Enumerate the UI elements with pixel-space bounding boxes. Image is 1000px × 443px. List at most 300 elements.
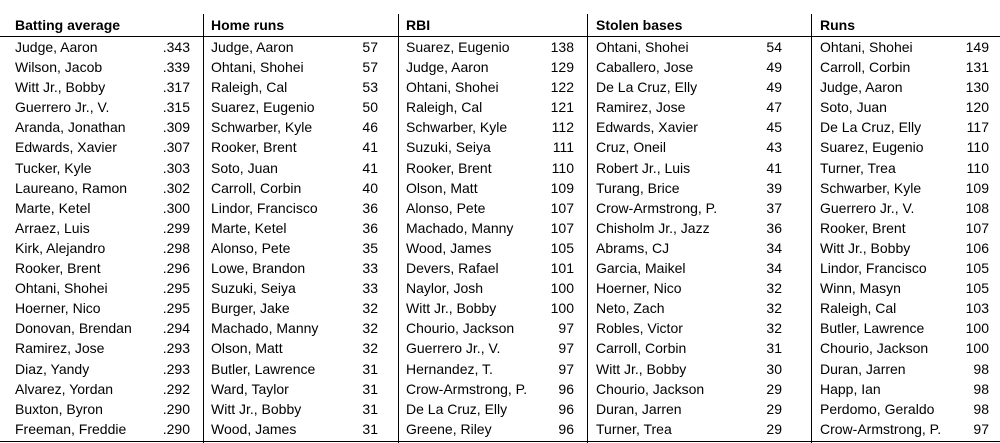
stat-value: 31 xyxy=(362,400,378,417)
player-name: Butler, Lawrence xyxy=(211,360,316,377)
table-row xyxy=(596,258,782,278)
stat-value: 100 xyxy=(965,340,989,357)
table-row xyxy=(596,97,782,117)
column-title: Home runs xyxy=(211,17,285,33)
player-name: Robert Jr., Luis xyxy=(596,159,691,176)
player-name: Freeman, Freddie xyxy=(15,420,127,437)
stat-value: 31 xyxy=(362,380,378,397)
column-title: Stolen bases xyxy=(596,17,683,33)
player-name: Witt Jr., Bobby xyxy=(211,400,302,417)
table-row xyxy=(211,137,378,157)
stat-value: 120 xyxy=(965,99,989,116)
player-name: Devers, Rafael xyxy=(406,260,499,277)
column-home-runs xyxy=(211,0,378,443)
table-row xyxy=(596,419,782,439)
table-row xyxy=(406,238,574,258)
stat-value: .300 xyxy=(162,199,190,216)
player-name: Aranda, Jonathan xyxy=(15,119,126,136)
stat-value: .294 xyxy=(162,320,190,337)
player-name: Hoerner, Nico xyxy=(15,300,101,317)
player-name: Rooker, Brent xyxy=(820,219,906,236)
table-row xyxy=(15,399,190,419)
table-row xyxy=(211,238,378,258)
table-row xyxy=(406,178,574,198)
player-name: Chourio, Jackson xyxy=(820,340,929,357)
stat-value: 107 xyxy=(550,219,574,236)
player-name: Donovan, Brendan xyxy=(15,320,132,337)
table-row xyxy=(820,137,989,157)
stat-value: 103 xyxy=(965,300,989,317)
table-row xyxy=(211,97,378,117)
stat-value: 31 xyxy=(362,360,378,377)
stat-value: 109 xyxy=(965,179,989,196)
player-name: Chourio, Jackson xyxy=(596,380,705,397)
player-name: Marte, Ketel xyxy=(15,199,91,216)
player-name: Suarez, Eugenio xyxy=(406,39,510,55)
stat-value: 37 xyxy=(766,199,782,216)
table-row xyxy=(596,158,782,178)
table-row xyxy=(406,258,574,278)
player-name: Laureano, Ramon xyxy=(15,179,128,196)
player-name: Wood, James xyxy=(406,239,492,256)
table-row xyxy=(820,318,989,338)
stat-value: 97 xyxy=(558,340,574,357)
player-name: Judge, Aaron xyxy=(15,39,98,55)
player-name: Burger, Jake xyxy=(211,300,290,317)
table-row xyxy=(596,338,782,358)
table-row xyxy=(596,178,782,198)
stat-value: .293 xyxy=(162,360,190,377)
stat-value: 41 xyxy=(766,159,782,176)
column-runs xyxy=(820,0,989,443)
table-row xyxy=(820,298,989,318)
player-name: Machado, Manny xyxy=(406,219,514,236)
stat-value: 149 xyxy=(965,39,989,55)
table-row xyxy=(211,198,378,218)
column-divider xyxy=(203,14,204,443)
stat-value: 117 xyxy=(966,119,989,136)
table-row xyxy=(406,37,574,57)
stat-value: 34 xyxy=(766,239,782,256)
stat-value: 100 xyxy=(965,320,989,337)
table-row xyxy=(211,419,378,439)
stat-value: 130 xyxy=(965,79,989,96)
table-row xyxy=(820,278,989,298)
player-name: Machado, Manny xyxy=(211,320,319,337)
table-row xyxy=(820,178,989,198)
table-row xyxy=(820,258,989,278)
player-name: Alonso, Pete xyxy=(211,239,291,256)
table-row xyxy=(211,258,378,278)
stat-value: 57 xyxy=(362,59,378,76)
player-name: Witt Jr., Bobby xyxy=(406,300,497,317)
table-row xyxy=(15,258,190,278)
table-row xyxy=(406,97,574,117)
column-divider xyxy=(811,14,812,443)
stat-value: 30 xyxy=(766,360,782,377)
stat-value: 129 xyxy=(550,59,574,76)
table-row xyxy=(406,298,574,318)
table-row xyxy=(406,218,574,238)
player-name: Raleigh, Cal xyxy=(820,300,897,317)
stat-value: 138 xyxy=(550,39,574,55)
stat-value: 47 xyxy=(766,99,782,116)
stat-value: 107 xyxy=(965,219,989,236)
player-name: Turang, Brice xyxy=(596,179,680,196)
stat-value: 33 xyxy=(362,260,378,277)
player-name: Olson, Matt xyxy=(406,179,478,196)
table-row xyxy=(15,238,190,258)
stat-value: 105 xyxy=(550,239,574,256)
stat-value: 32 xyxy=(766,300,782,317)
player-name: Judge, Aaron xyxy=(211,39,294,55)
table-row xyxy=(15,37,190,57)
stat-value: 131 xyxy=(965,59,989,76)
stat-value: .290 xyxy=(162,400,190,417)
stat-value: 41 xyxy=(362,159,378,176)
table-row xyxy=(596,137,782,157)
table-row xyxy=(596,77,782,97)
table-row xyxy=(15,379,190,399)
table-row xyxy=(406,359,574,379)
player-name: Naylor, Josh xyxy=(406,280,484,297)
column-batting-average xyxy=(15,0,190,443)
table-row xyxy=(15,359,190,379)
table-row xyxy=(406,278,574,298)
stat-value: 29 xyxy=(766,400,782,417)
player-name: Ward, Taylor xyxy=(211,380,289,397)
stat-value: 105 xyxy=(965,260,989,277)
player-name: Guerrero Jr., V. xyxy=(15,99,110,116)
table-row xyxy=(15,318,190,338)
table-row xyxy=(211,117,378,137)
stat-value: 97 xyxy=(973,420,989,437)
stat-value: 43 xyxy=(766,139,782,156)
stat-value: 101 xyxy=(550,260,574,277)
table-row xyxy=(211,399,378,419)
bottom-border xyxy=(0,441,1000,442)
table-row xyxy=(596,218,782,238)
stat-value: 35 xyxy=(362,239,378,256)
stat-value: 36 xyxy=(362,199,378,216)
table-row xyxy=(596,359,782,379)
leader-list xyxy=(15,37,190,439)
stat-value: 49 xyxy=(766,59,782,76)
table-row xyxy=(820,57,989,77)
table-row xyxy=(596,57,782,77)
stat-value: 31 xyxy=(766,340,782,357)
stat-value: 106 xyxy=(965,239,989,256)
player-name: Ohtani, Shohei xyxy=(15,280,108,297)
player-name: Raleigh, Cal xyxy=(406,99,483,116)
table-row xyxy=(820,198,989,218)
stat-value: 32 xyxy=(766,280,782,297)
stat-value: 32 xyxy=(362,340,378,357)
player-name: Caballero, Jose xyxy=(596,59,694,76)
player-name: Rooker, Brent xyxy=(15,260,101,277)
player-name: Winn, Masyn xyxy=(820,280,901,297)
table-row xyxy=(820,379,989,399)
stat-value: 107 xyxy=(550,199,574,216)
table-row xyxy=(406,338,574,358)
player-name: Duran, Jarren xyxy=(596,400,682,417)
table-row xyxy=(596,298,782,318)
player-name: Turner, Trea xyxy=(820,159,896,176)
stat-value: 98 xyxy=(973,400,989,417)
table-row xyxy=(211,278,378,298)
stat-value: 121 xyxy=(550,99,574,116)
stat-value: 122 xyxy=(550,79,574,96)
player-name: Guerrero Jr., V. xyxy=(406,340,501,357)
player-name: Buxton, Byron xyxy=(15,400,103,417)
player-name: Suzuki, Seiya xyxy=(406,139,491,156)
player-name: Judge, Aaron xyxy=(406,59,489,76)
stat-value: 32 xyxy=(766,320,782,337)
stat-value: 46 xyxy=(362,119,378,136)
player-name: Ohtani, Shohei xyxy=(820,39,913,55)
stat-value: 41 xyxy=(362,139,378,156)
player-name: Duran, Jarren xyxy=(820,360,906,377)
player-name: Garcia, Maikel xyxy=(596,260,686,277)
player-name: Soto, Juan xyxy=(211,159,278,176)
player-name: Lowe, Brandon xyxy=(211,260,306,277)
player-name: Perdomo, Geraldo xyxy=(820,400,935,417)
column-title: RBI xyxy=(406,17,431,33)
player-name: De La Cruz, Elly xyxy=(820,119,922,136)
table-row xyxy=(211,218,378,238)
table-row xyxy=(406,379,574,399)
player-name: Soto, Juan xyxy=(820,99,887,116)
table-row xyxy=(596,198,782,218)
table-row xyxy=(211,379,378,399)
table-row xyxy=(596,37,782,57)
stat-value: 29 xyxy=(766,380,782,397)
stat-value: 34 xyxy=(766,260,782,277)
column-stolen-bases xyxy=(596,0,782,443)
column-divider xyxy=(398,14,399,443)
stat-value: 110 xyxy=(966,139,989,156)
stat-value: .298 xyxy=(162,239,190,256)
player-name: Schwarber, Kyle xyxy=(406,119,508,136)
table-row xyxy=(596,238,782,258)
stat-value: 57 xyxy=(362,39,378,55)
table-row xyxy=(15,278,190,298)
player-name: Abrams, CJ xyxy=(596,239,670,256)
table-row xyxy=(820,359,989,379)
player-name: Chisholm Jr., Jazz xyxy=(596,219,710,236)
player-name: Guerrero Jr., V. xyxy=(820,199,915,216)
table-row xyxy=(820,419,989,439)
table-row xyxy=(15,178,190,198)
player-name: Schwarber, Kyle xyxy=(211,119,313,136)
leader-list xyxy=(820,37,989,439)
player-name: Hoerner, Nico xyxy=(596,280,682,297)
stat-value: 45 xyxy=(766,119,782,136)
table-row xyxy=(820,399,989,419)
stat-value: 100 xyxy=(550,280,574,297)
table-row xyxy=(596,117,782,137)
table-row xyxy=(820,218,989,238)
table-row xyxy=(211,158,378,178)
stat-value: 105 xyxy=(965,280,989,297)
player-name: Hernandez, T. xyxy=(406,360,493,377)
stat-value: 96 xyxy=(558,380,574,397)
player-name: Suarez, Eugenio xyxy=(820,139,924,156)
player-name: Suzuki, Seiya xyxy=(211,280,296,297)
column-title: Batting average xyxy=(15,17,121,33)
table-row xyxy=(15,97,190,117)
player-name: Edwards, Xavier xyxy=(15,139,117,156)
table-row xyxy=(15,419,190,439)
table-row xyxy=(406,137,574,157)
player-name: Lindor, Francisco xyxy=(820,260,927,277)
table-row xyxy=(15,158,190,178)
stat-value: 112 xyxy=(551,119,574,136)
player-name: Carroll, Corbin xyxy=(596,340,687,357)
stat-value: 36 xyxy=(362,219,378,236)
table-row xyxy=(820,37,989,57)
stat-value: 97 xyxy=(558,320,574,337)
player-name: Edwards, Xavier xyxy=(596,119,698,136)
stat-value: .307 xyxy=(162,139,190,156)
stat-value: 50 xyxy=(362,99,378,116)
table-row xyxy=(15,57,190,77)
table-row xyxy=(15,298,190,318)
stat-value: 97 xyxy=(558,360,574,377)
table-row xyxy=(15,137,190,157)
table-row xyxy=(211,359,378,379)
table-row xyxy=(820,238,989,258)
table-row xyxy=(596,318,782,338)
player-name: Judge, Aaron xyxy=(820,79,903,96)
player-name: Neto, Zach xyxy=(596,300,665,317)
player-name: Crow-Armstrong, P. xyxy=(406,380,528,397)
table-row xyxy=(211,318,378,338)
stat-value: 98 xyxy=(973,380,989,397)
player-name: Wood, James xyxy=(211,420,297,437)
stat-value: 96 xyxy=(558,400,574,417)
table-row xyxy=(596,379,782,399)
player-name: Robles, Victor xyxy=(596,320,683,337)
table-row xyxy=(211,298,378,318)
stat-value: 33 xyxy=(362,280,378,297)
player-name: Chourio, Jackson xyxy=(406,320,515,337)
player-name: Witt Jr., Bobby xyxy=(596,360,687,377)
table-row xyxy=(406,419,574,439)
table-row xyxy=(211,178,378,198)
stat-value: .299 xyxy=(162,219,190,236)
stat-value: 108 xyxy=(965,199,989,216)
player-name: Cruz, Oneil xyxy=(596,139,667,156)
table-row xyxy=(15,338,190,358)
stat-value: 109 xyxy=(550,179,574,196)
player-name: Rooker, Brent xyxy=(211,139,297,156)
stat-value: .343 xyxy=(162,39,190,55)
stat-value: 98 xyxy=(973,360,989,377)
table-row xyxy=(211,57,378,77)
table-row xyxy=(596,399,782,419)
stat-value: 110 xyxy=(551,159,574,176)
stat-value: .317 xyxy=(162,79,190,96)
player-name: Arraez, Luis xyxy=(15,219,90,236)
player-name: Butler, Lawrence xyxy=(820,320,925,337)
player-name: Kirk, Alejandro xyxy=(15,239,106,256)
table-row xyxy=(820,97,989,117)
table-row xyxy=(406,318,574,338)
player-name: Wilson, Jacob xyxy=(15,59,103,76)
stat-value: .290 xyxy=(162,420,190,437)
player-name: Marte, Ketel xyxy=(211,219,287,236)
player-name: Schwarber, Kyle xyxy=(820,179,922,196)
player-name: Ramirez, Jose xyxy=(15,340,105,357)
player-name: Alonso, Pete xyxy=(406,199,486,216)
table-row xyxy=(596,278,782,298)
column-title: Runs xyxy=(820,17,855,33)
player-name: De La Cruz, Elly xyxy=(406,400,508,417)
player-name: Witt Jr., Bobby xyxy=(15,79,106,96)
stat-value: .302 xyxy=(162,179,190,196)
stat-value: .339 xyxy=(162,59,190,76)
player-name: Ohtani, Shohei xyxy=(211,59,304,76)
table-row xyxy=(820,117,989,137)
stat-value: 36 xyxy=(766,219,782,236)
stat-value: 32 xyxy=(362,320,378,337)
leader-list xyxy=(596,37,782,439)
stat-value: 40 xyxy=(362,179,378,196)
table-row xyxy=(406,57,574,77)
table-row xyxy=(211,37,378,57)
player-name: Tucker, Kyle xyxy=(15,159,92,176)
table-row xyxy=(820,77,989,97)
table-row xyxy=(15,77,190,97)
stat-value: 110 xyxy=(966,159,989,176)
stat-value: .292 xyxy=(162,380,190,397)
player-name: Olson, Matt xyxy=(211,340,283,357)
stat-value: 53 xyxy=(362,79,378,96)
player-name: Diaz, Yandy xyxy=(15,360,90,377)
table-row xyxy=(211,338,378,358)
table-row xyxy=(211,77,378,97)
player-name: Lindor, Francisco xyxy=(211,199,318,216)
table-row xyxy=(406,198,574,218)
player-name: Greene, Riley xyxy=(406,420,492,437)
table-row xyxy=(15,117,190,137)
player-name: Happ, Ian xyxy=(820,380,881,397)
player-name: Witt Jr., Bobby xyxy=(820,239,911,256)
stat-value: 39 xyxy=(766,179,782,196)
stat-value: 31 xyxy=(362,420,378,437)
player-name: Rooker, Brent xyxy=(406,159,492,176)
table-row xyxy=(15,218,190,238)
stat-value: 96 xyxy=(558,420,574,437)
stat-value: 32 xyxy=(362,300,378,317)
table-row xyxy=(406,158,574,178)
table-row xyxy=(15,198,190,218)
column-rbi xyxy=(406,0,574,443)
player-name: Crow-Armstrong, P. xyxy=(596,199,718,216)
player-name: De La Cruz, Elly xyxy=(596,79,698,96)
player-name: Suarez, Eugenio xyxy=(211,99,315,116)
stat-value: .293 xyxy=(162,340,190,357)
stat-value: .309 xyxy=(162,119,190,136)
table-row xyxy=(406,77,574,97)
stat-value: 100 xyxy=(550,300,574,317)
stat-value: .315 xyxy=(162,99,190,116)
leader-list xyxy=(211,37,378,439)
stat-value: .303 xyxy=(162,159,190,176)
table-row xyxy=(406,399,574,419)
table-row xyxy=(820,338,989,358)
